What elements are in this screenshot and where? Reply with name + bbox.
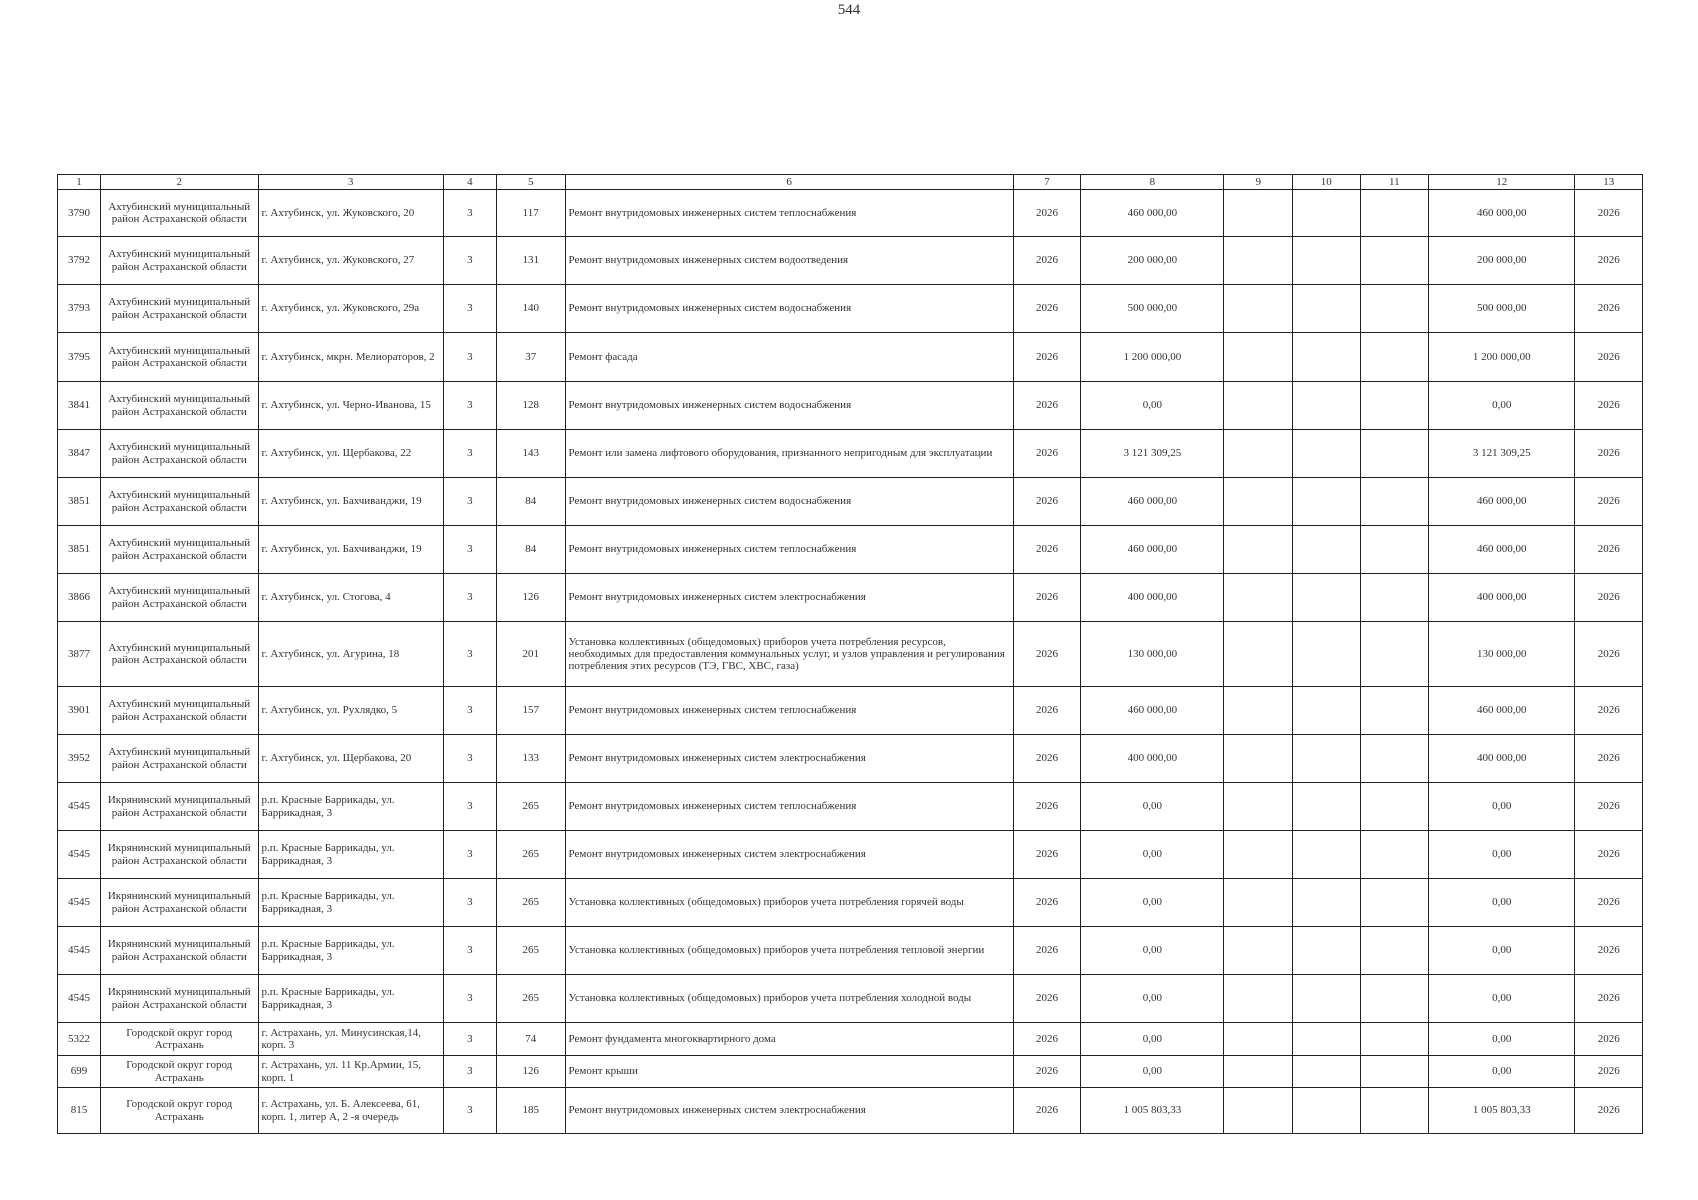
col11-cell	[1360, 430, 1429, 478]
district-cell: Ахтубинский муниципальный район Астраханской области	[100, 735, 258, 783]
work-type-cell: Установка коллективных (общедомовых) приборов учета потребления холодной воды	[565, 975, 1013, 1023]
col10-cell	[1293, 1056, 1361, 1088]
col11-cell	[1360, 237, 1429, 285]
cost-cell: 500 000,00	[1081, 285, 1224, 333]
table-body	[58, 190, 1643, 1134]
column-header: 8	[1081, 175, 1224, 190]
col4-cell: 3	[443, 190, 496, 237]
column-header: 6	[565, 175, 1013, 190]
col5-cell: 143	[496, 430, 565, 478]
work-type-cell: Установка коллективных (общедомовых) приборов учета потребления горячей воды	[565, 879, 1013, 927]
table-row	[58, 687, 1643, 735]
col4-cell: 3	[443, 382, 496, 430]
column-header: 11	[1360, 175, 1429, 190]
table-row	[58, 879, 1643, 927]
row-id-cell: 3851	[58, 478, 101, 526]
cost-cell: 0,00	[1081, 783, 1224, 831]
work-type-cell: Ремонт фасада	[565, 333, 1013, 382]
row-id-cell: 3793	[58, 285, 101, 333]
col9-cell	[1224, 237, 1293, 285]
row-id-cell: 815	[58, 1088, 101, 1134]
col9-cell	[1224, 975, 1293, 1023]
col5-cell: 128	[496, 382, 565, 430]
col5-cell: 117	[496, 190, 565, 237]
cost-cell: 1 200 000,00	[1081, 333, 1224, 382]
cost-cell: 460 000,00	[1081, 190, 1224, 237]
col5-cell: 131	[496, 237, 565, 285]
total-cell: 0,00	[1429, 975, 1575, 1023]
address-cell: г. Ахтубинск, ул. Жуковского, 27	[258, 237, 443, 285]
end-year-cell: 2026	[1575, 1023, 1643, 1056]
col5-cell: 265	[496, 927, 565, 975]
work-type-cell: Ремонт или замена лифтового оборудования, признанного непригодным для эксплуатации	[565, 430, 1013, 478]
col9-cell	[1224, 1056, 1293, 1088]
row-id-cell: 3847	[58, 430, 101, 478]
cost-cell: 400 000,00	[1081, 735, 1224, 783]
row-id-cell: 3877	[58, 622, 101, 687]
col11-cell	[1360, 190, 1429, 237]
district-cell: Икрянинский муниципальный район Астраханской области	[100, 783, 258, 831]
col11-cell	[1360, 735, 1429, 783]
column-header: 12	[1429, 175, 1575, 190]
district-cell: Ахтубинский муниципальный район Астраханской области	[100, 687, 258, 735]
row-id-cell: 699	[58, 1056, 101, 1088]
col10-cell	[1293, 478, 1361, 526]
col10-cell	[1293, 831, 1361, 879]
year-cell: 2026	[1013, 783, 1081, 831]
col4-cell: 3	[443, 237, 496, 285]
row-id-cell: 4545	[58, 783, 101, 831]
end-year-cell: 2026	[1575, 831, 1643, 879]
work-type-cell: Ремонт внутридомовых инженерных систем электроснабжения	[565, 735, 1013, 783]
col10-cell	[1293, 879, 1361, 927]
address-cell: г. Ахтубинск, ул. Жуковского, 29а	[258, 285, 443, 333]
address-cell: г. Ахтубинск, мкрн. Мелиораторов, 2	[258, 333, 443, 382]
total-cell: 500 000,00	[1429, 285, 1575, 333]
district-cell: Городской округ город Астрахань	[100, 1023, 258, 1056]
col5-cell: 265	[496, 879, 565, 927]
cost-cell: 0,00	[1081, 879, 1224, 927]
work-type-cell: Ремонт внутридомовых инженерных систем водоснабжения	[565, 382, 1013, 430]
col10-cell	[1293, 382, 1361, 430]
year-cell: 2026	[1013, 735, 1081, 783]
end-year-cell: 2026	[1575, 237, 1643, 285]
row-id-cell: 3792	[58, 237, 101, 285]
district-cell: Икрянинский муниципальный район Астраханской области	[100, 975, 258, 1023]
district-cell: Икрянинский муниципальный район Астраханской области	[100, 879, 258, 927]
col11-cell	[1360, 285, 1429, 333]
table-row	[58, 1088, 1643, 1134]
year-cell: 2026	[1013, 1056, 1081, 1088]
row-id-cell: 3790	[58, 190, 101, 237]
end-year-cell: 2026	[1575, 687, 1643, 735]
col4-cell: 3	[443, 526, 496, 574]
end-year-cell: 2026	[1575, 382, 1643, 430]
total-cell: 130 000,00	[1429, 622, 1575, 687]
work-type-cell: Ремонт внутридомовых инженерных систем электроснабжения	[565, 831, 1013, 879]
table-row	[58, 430, 1643, 478]
table-row	[58, 237, 1643, 285]
col5-cell: 140	[496, 285, 565, 333]
year-cell: 2026	[1013, 1088, 1081, 1134]
col9-cell	[1224, 735, 1293, 783]
address-cell: г. Астрахань, ул. Минусинская,14, корп. 3	[258, 1023, 443, 1056]
table-row	[58, 1023, 1643, 1056]
district-cell: Городской округ город Астрахань	[100, 1056, 258, 1088]
address-cell: г. Ахтубинск, ул. Бахчиванджи, 19	[258, 526, 443, 574]
work-type-cell: Ремонт внутридомовых инженерных систем теплоснабжения	[565, 687, 1013, 735]
col11-cell	[1360, 1088, 1429, 1134]
end-year-cell: 2026	[1575, 574, 1643, 622]
column-header: 5	[496, 175, 565, 190]
district-cell: Городской округ город Астрахань	[100, 1088, 258, 1134]
address-cell: р.п. Красные Баррикады, ул. Баррикадная, 3	[258, 879, 443, 927]
total-cell: 3 121 309,25	[1429, 430, 1575, 478]
col9-cell	[1224, 687, 1293, 735]
table-row	[58, 190, 1643, 237]
end-year-cell: 2026	[1575, 333, 1643, 382]
col9-cell	[1224, 478, 1293, 526]
col5-cell: 265	[496, 783, 565, 831]
cost-cell: 1 005 803,33	[1081, 1088, 1224, 1134]
col11-cell	[1360, 526, 1429, 574]
work-type-cell: Ремонт внутридомовых инженерных систем водоснабжения	[565, 478, 1013, 526]
col5-cell: 74	[496, 1023, 565, 1056]
total-cell: 460 000,00	[1429, 190, 1575, 237]
col9-cell	[1224, 879, 1293, 927]
col4-cell: 3	[443, 783, 496, 831]
table-row	[58, 574, 1643, 622]
col11-cell	[1360, 574, 1429, 622]
row-id-cell: 4545	[58, 975, 101, 1023]
row-id-cell: 4545	[58, 879, 101, 927]
district-cell: Ахтубинский муниципальный район Астраханской области	[100, 382, 258, 430]
col10-cell	[1293, 190, 1361, 237]
col10-cell	[1293, 285, 1361, 333]
year-cell: 2026	[1013, 526, 1081, 574]
col11-cell	[1360, 478, 1429, 526]
col4-cell: 3	[443, 927, 496, 975]
address-cell: г. Ахтубинск, ул. Рухлядко, 5	[258, 687, 443, 735]
total-cell: 0,00	[1429, 382, 1575, 430]
address-cell: г. Астрахань, ул. Б. Алексеева, 61, корп. 1, литер А, 2 -я очередь	[258, 1088, 443, 1134]
row-id-cell: 3952	[58, 735, 101, 783]
header-row	[58, 175, 1643, 190]
cost-cell: 400 000,00	[1081, 574, 1224, 622]
address-cell: г. Ахтубинск, ул. Стогова, 4	[258, 574, 443, 622]
cost-cell: 0,00	[1081, 927, 1224, 975]
column-header: 9	[1224, 175, 1293, 190]
col5-cell: 133	[496, 735, 565, 783]
total-cell: 0,00	[1429, 879, 1575, 927]
col11-cell	[1360, 927, 1429, 975]
col10-cell	[1293, 526, 1361, 574]
district-cell: Ахтубинский муниципальный район Астраханской области	[100, 237, 258, 285]
row-id-cell: 3795	[58, 333, 101, 382]
col10-cell	[1293, 735, 1361, 783]
work-type-cell: Установка коллективных (общедомовых) приборов учета потребления ресурсов, необходимых для предоставления коммунальных услуг, и узлов управления и регулирования потребления этих ресурсов (ТЭ, ГВС, ХВС, газа)	[565, 622, 1013, 687]
address-cell: г. Ахтубинск, ул. Черно-Иванова, 15	[258, 382, 443, 430]
work-type-cell: Ремонт внутридомовых инженерных систем электроснабжения	[565, 1088, 1013, 1134]
cost-cell: 130 000,00	[1081, 622, 1224, 687]
year-cell: 2026	[1013, 190, 1081, 237]
row-id-cell: 3841	[58, 382, 101, 430]
row-id-cell: 3851	[58, 526, 101, 574]
end-year-cell: 2026	[1575, 783, 1643, 831]
total-cell: 0,00	[1429, 1056, 1575, 1088]
col5-cell: 84	[496, 526, 565, 574]
col4-cell: 3	[443, 687, 496, 735]
row-id-cell: 5322	[58, 1023, 101, 1056]
cost-cell: 0,00	[1081, 831, 1224, 879]
total-cell: 400 000,00	[1429, 735, 1575, 783]
address-cell: р.п. Красные Баррикады, ул. Баррикадная, 3	[258, 975, 443, 1023]
row-id-cell: 3866	[58, 574, 101, 622]
year-cell: 2026	[1013, 237, 1081, 285]
table-row	[58, 285, 1643, 333]
work-type-cell: Ремонт внутридомовых инженерных систем водоотведения	[565, 237, 1013, 285]
year-cell: 2026	[1013, 1023, 1081, 1056]
district-cell: Ахтубинский муниципальный район Астраханской области	[100, 285, 258, 333]
col4-cell: 3	[443, 735, 496, 783]
year-cell: 2026	[1013, 622, 1081, 687]
column-header: 10	[1293, 175, 1361, 190]
total-cell: 400 000,00	[1429, 574, 1575, 622]
column-header: 1	[58, 175, 101, 190]
col5-cell: 84	[496, 478, 565, 526]
col4-cell: 3	[443, 622, 496, 687]
total-cell: 460 000,00	[1429, 478, 1575, 526]
column-header: 7	[1013, 175, 1081, 190]
district-cell: Ахтубинский муниципальный район Астраханской области	[100, 622, 258, 687]
cost-cell: 460 000,00	[1081, 478, 1224, 526]
year-cell: 2026	[1013, 285, 1081, 333]
col10-cell	[1293, 1023, 1361, 1056]
col11-cell	[1360, 622, 1429, 687]
col4-cell: 3	[443, 1088, 496, 1134]
end-year-cell: 2026	[1575, 1088, 1643, 1134]
row-id-cell: 4545	[58, 927, 101, 975]
total-cell: 1 005 803,33	[1429, 1088, 1575, 1134]
col10-cell	[1293, 687, 1361, 735]
district-cell: Ахтубинский муниципальный район Астраханской области	[100, 430, 258, 478]
total-cell: 200 000,00	[1429, 237, 1575, 285]
end-year-cell: 2026	[1575, 975, 1643, 1023]
address-cell: г. Ахтубинск, ул. Щербакова, 22	[258, 430, 443, 478]
year-cell: 2026	[1013, 574, 1081, 622]
table-row	[58, 975, 1643, 1023]
col9-cell	[1224, 382, 1293, 430]
table-header	[58, 175, 1643, 190]
col11-cell	[1360, 879, 1429, 927]
year-cell: 2026	[1013, 975, 1081, 1023]
work-type-cell: Ремонт внутридомовых инженерных систем теплоснабжения	[565, 783, 1013, 831]
work-type-cell: Ремонт фундамента многоквартирного дома	[565, 1023, 1013, 1056]
year-cell: 2026	[1013, 382, 1081, 430]
col10-cell	[1293, 927, 1361, 975]
capital-repair-table	[57, 174, 1643, 1134]
table-row	[58, 783, 1643, 831]
col4-cell: 3	[443, 478, 496, 526]
col10-cell	[1293, 622, 1361, 687]
col9-cell	[1224, 333, 1293, 382]
end-year-cell: 2026	[1575, 927, 1643, 975]
total-cell: 460 000,00	[1429, 526, 1575, 574]
col5-cell: 265	[496, 975, 565, 1023]
col10-cell	[1293, 975, 1361, 1023]
col5-cell: 265	[496, 831, 565, 879]
col5-cell: 126	[496, 574, 565, 622]
year-cell: 2026	[1013, 879, 1081, 927]
cost-cell: 0,00	[1081, 1056, 1224, 1088]
table-row	[58, 831, 1643, 879]
cost-cell: 0,00	[1081, 975, 1224, 1023]
district-cell: Икрянинский муниципальный район Астраханской области	[100, 927, 258, 975]
total-cell: 0,00	[1429, 927, 1575, 975]
col5-cell: 126	[496, 1056, 565, 1088]
end-year-cell: 2026	[1575, 735, 1643, 783]
work-type-cell: Ремонт крыши	[565, 1056, 1013, 1088]
col5-cell: 201	[496, 622, 565, 687]
col4-cell: 3	[443, 879, 496, 927]
total-cell: 460 000,00	[1429, 687, 1575, 735]
col9-cell	[1224, 1023, 1293, 1056]
col9-cell	[1224, 622, 1293, 687]
cost-cell: 460 000,00	[1081, 526, 1224, 574]
end-year-cell: 2026	[1575, 526, 1643, 574]
col11-cell	[1360, 1023, 1429, 1056]
district-cell: Икрянинский муниципальный район Астраханской области	[100, 831, 258, 879]
col9-cell	[1224, 831, 1293, 879]
col10-cell	[1293, 783, 1361, 831]
end-year-cell: 2026	[1575, 190, 1643, 237]
address-cell: г. Астрахань, ул. 11 Кр.Армии, 15, корп. 1	[258, 1056, 443, 1088]
col10-cell	[1293, 1088, 1361, 1134]
row-id-cell: 3901	[58, 687, 101, 735]
col9-cell	[1224, 574, 1293, 622]
col11-cell	[1360, 975, 1429, 1023]
year-cell: 2026	[1013, 430, 1081, 478]
col4-cell: 3	[443, 574, 496, 622]
column-header: 3	[258, 175, 443, 190]
year-cell: 2026	[1013, 687, 1081, 735]
cost-cell: 3 121 309,25	[1081, 430, 1224, 478]
col4-cell: 3	[443, 285, 496, 333]
end-year-cell: 2026	[1575, 478, 1643, 526]
col9-cell	[1224, 430, 1293, 478]
col9-cell	[1224, 285, 1293, 333]
end-year-cell: 2026	[1575, 430, 1643, 478]
address-cell: р.п. Красные Баррикады, ул. Баррикадная, 3	[258, 783, 443, 831]
work-type-cell: Установка коллективных (общедомовых) приборов учета потребления тепловой энергии	[565, 927, 1013, 975]
district-cell: Ахтубинский муниципальный район Астраханской области	[100, 574, 258, 622]
district-cell: Ахтубинский муниципальный район Астраханской области	[100, 190, 258, 237]
col10-cell	[1293, 430, 1361, 478]
work-type-cell: Ремонт внутридомовых инженерных систем теплоснабжения	[565, 190, 1013, 237]
cost-cell: 0,00	[1081, 1023, 1224, 1056]
col4-cell: 3	[443, 430, 496, 478]
col5-cell: 37	[496, 333, 565, 382]
col11-cell	[1360, 1056, 1429, 1088]
col9-cell	[1224, 927, 1293, 975]
address-cell: г. Ахтубинск, ул. Бахчиванджи, 19	[258, 478, 443, 526]
col10-cell	[1293, 333, 1361, 382]
year-cell: 2026	[1013, 927, 1081, 975]
col9-cell	[1224, 783, 1293, 831]
work-type-cell: Ремонт внутридомовых инженерных систем водоснабжения	[565, 285, 1013, 333]
district-cell: Ахтубинский муниципальный район Астраханской области	[100, 526, 258, 574]
cost-cell: 460 000,00	[1081, 687, 1224, 735]
column-header: 2	[100, 175, 258, 190]
address-cell: г. Ахтубинск, ул. Щербакова, 20	[258, 735, 443, 783]
address-cell: р.п. Красные Баррикады, ул. Баррикадная, 3	[258, 927, 443, 975]
col11-cell	[1360, 687, 1429, 735]
col9-cell	[1224, 526, 1293, 574]
col5-cell: 185	[496, 1088, 565, 1134]
table-row	[58, 333, 1643, 382]
col11-cell	[1360, 831, 1429, 879]
column-header: 4	[443, 175, 496, 190]
row-id-cell: 4545	[58, 831, 101, 879]
col10-cell	[1293, 237, 1361, 285]
table-row	[58, 478, 1643, 526]
address-cell: г. Ахтубинск, ул. Жуковского, 20	[258, 190, 443, 237]
col4-cell: 3	[443, 975, 496, 1023]
year-cell: 2026	[1013, 831, 1081, 879]
year-cell: 2026	[1013, 478, 1081, 526]
col11-cell	[1360, 333, 1429, 382]
end-year-cell: 2026	[1575, 622, 1643, 687]
table-row	[58, 526, 1643, 574]
cost-cell: 200 000,00	[1081, 237, 1224, 285]
table-row	[58, 927, 1643, 975]
cost-cell: 0,00	[1081, 382, 1224, 430]
page-number: 544	[837, 2, 861, 18]
end-year-cell: 2026	[1575, 1056, 1643, 1088]
total-cell: 0,00	[1429, 831, 1575, 879]
col11-cell	[1360, 783, 1429, 831]
col5-cell: 157	[496, 687, 565, 735]
table-row	[58, 622, 1643, 687]
table-row	[58, 1056, 1643, 1088]
year-cell: 2026	[1013, 333, 1081, 382]
col11-cell	[1360, 382, 1429, 430]
col4-cell: 3	[443, 333, 496, 382]
col9-cell	[1224, 1088, 1293, 1134]
work-type-cell: Ремонт внутридомовых инженерных систем теплоснабжения	[565, 526, 1013, 574]
district-cell: Ахтубинский муниципальный район Астраханской области	[100, 333, 258, 382]
total-cell: 0,00	[1429, 783, 1575, 831]
col4-cell: 3	[443, 1056, 496, 1088]
address-cell: р.п. Красные Баррикады, ул. Баррикадная, 3	[258, 831, 443, 879]
col9-cell	[1224, 190, 1293, 237]
col4-cell: 3	[443, 831, 496, 879]
district-cell: Ахтубинский муниципальный район Астраханской области	[100, 478, 258, 526]
total-cell: 1 200 000,00	[1429, 333, 1575, 382]
work-type-cell: Ремонт внутридомовых инженерных систем электроснабжения	[565, 574, 1013, 622]
address-cell: г. Ахтубинск, ул. Агурина, 18	[258, 622, 443, 687]
total-cell: 0,00	[1429, 1023, 1575, 1056]
column-header: 13	[1575, 175, 1643, 190]
end-year-cell: 2026	[1575, 879, 1643, 927]
col4-cell: 3	[443, 1023, 496, 1056]
table-row	[58, 735, 1643, 783]
end-year-cell: 2026	[1575, 285, 1643, 333]
col10-cell	[1293, 574, 1361, 622]
table-row	[58, 382, 1643, 430]
